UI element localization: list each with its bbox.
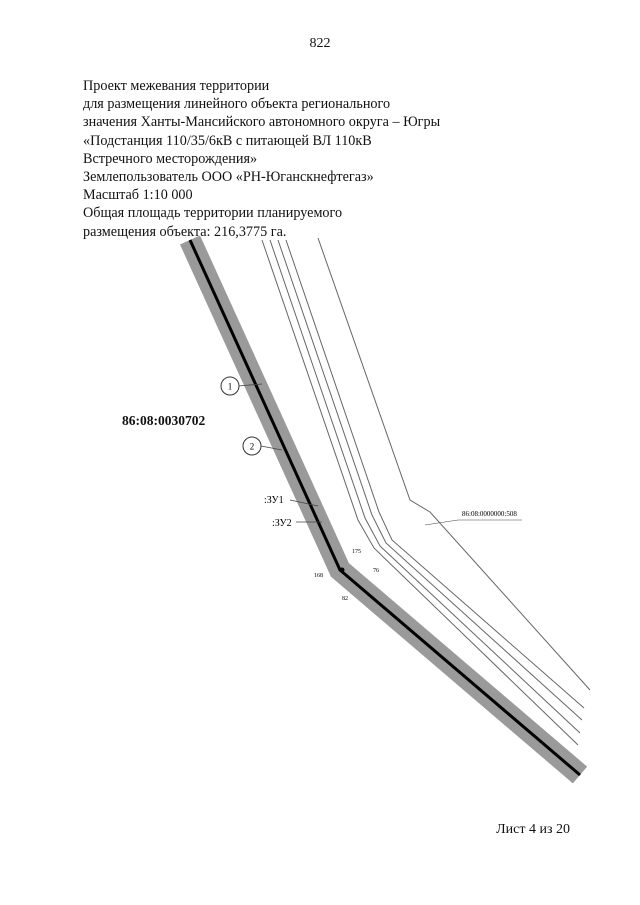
corridor-band — [190, 240, 580, 775]
header-line: Встречного месторождения» — [83, 150, 258, 167]
header-line: Масштаб 1:10 000 — [83, 187, 193, 204]
circle-label-1: 1 — [227, 381, 233, 392]
header-line: Землепользователь ООО «РН-Юганскнефтегаз» — [83, 169, 374, 186]
point-label: 175 — [352, 549, 361, 555]
zone-label-zu1: :ЗУ1 — [264, 495, 284, 506]
point-label: 168 — [314, 573, 323, 579]
header-line: значения Ханты-Мансийского автономного округа – Югры — [83, 114, 441, 131]
sheet-number: Лист 4 из 20 — [496, 822, 570, 837]
header-line: Общая площадь территории планируемого — [83, 205, 343, 222]
header-line: для размещения линейного объекта регионального — [83, 96, 391, 113]
header-line: размещения объекта: 216,3775 га. — [83, 223, 287, 240]
cadastral-block-label: 86:08:0030702 — [122, 413, 206, 428]
neighbor-parcel-label: 86:08:0000000:508 — [462, 510, 517, 518]
point-label: 76 — [373, 568, 379, 574]
corridor-edge — [190, 240, 580, 775]
circle-label-2: 2 — [249, 441, 255, 452]
page-number: 822 — [309, 36, 331, 51]
zone-label-zu2: :ЗУ2 — [272, 518, 292, 529]
header-line: Проект межевания территории — [83, 78, 270, 94]
header-line: «Подстанция 110/35/6кВ с питающей ВЛ 110кВ — [83, 132, 372, 149]
center-line — [190, 240, 580, 775]
turning-point — [340, 568, 345, 573]
point-label: 82 — [342, 596, 348, 602]
